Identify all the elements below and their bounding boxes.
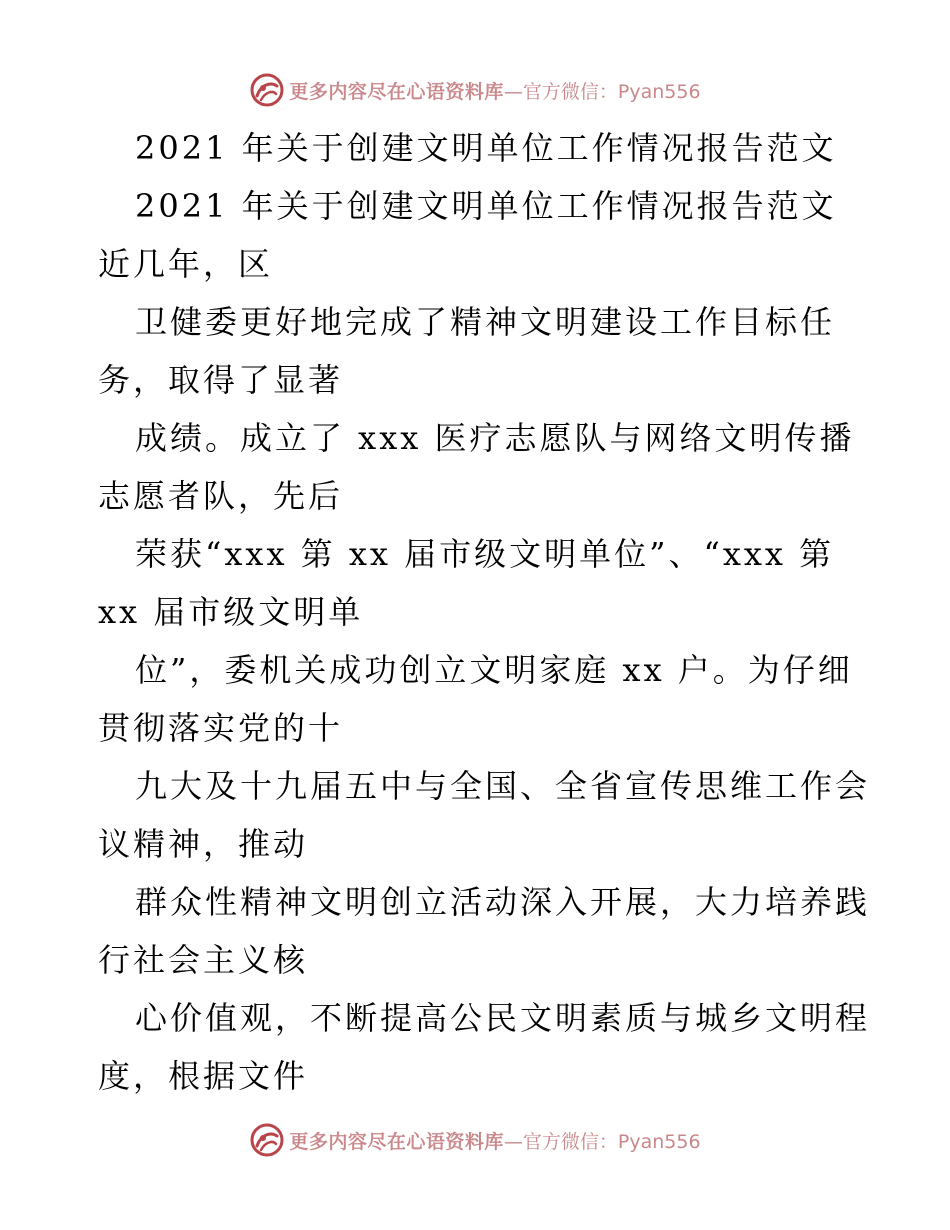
document-title: 2021 年关于创建文明单位工作情况报告范文 xyxy=(135,129,837,167)
watermark-main-text: 更多内容尽在心语资料库 xyxy=(289,1130,504,1153)
red-swirl-logo-icon xyxy=(249,1122,285,1158)
watermark-main-text: 更多内容尽在心语资料库 xyxy=(289,80,504,103)
document-line: xx 届市级文明单 xyxy=(98,593,364,631)
document-line: 议精神，推动 xyxy=(98,825,309,863)
watermark-contact-text: —官方微信：Pyan556 xyxy=(503,1130,701,1153)
document-line: 务，取得了显著 xyxy=(98,361,344,399)
document-line: 群众性精神文明创立活动深入开展，大力培养践 xyxy=(135,883,871,921)
document-line: 心价值观，不断提高公民文明素质与城乡文明程 xyxy=(135,999,871,1037)
footer-watermark xyxy=(0,1120,950,1160)
document-line: 2021 年关于创建文明单位工作情况报告范文 xyxy=(135,187,837,225)
document-line: 位”，委机关成功创立文明家庭 xx 户。为仔细 xyxy=(135,651,853,689)
document-line: 度，根据文件 xyxy=(98,1057,309,1095)
document-line: 成绩。成立了 xxx 医疗志愿队与网络文明传播 xyxy=(135,419,855,457)
document-line: 卫健委更好地完成了精神文明建设工作目标任 xyxy=(135,303,836,341)
document-line: 行社会主义核 xyxy=(98,941,309,979)
document-line: 志愿者队，先后 xyxy=(98,477,344,515)
red-swirl-logo-icon xyxy=(249,72,285,108)
document-line: 近几年，区 xyxy=(98,245,274,283)
document-line: 贯彻落实党的十 xyxy=(98,709,344,747)
document-line: 荣获“xxx 第 xx 届市级文明单位”、“xxx 第 xyxy=(135,535,835,573)
watermark-contact-text: —官方微信：Pyan556 xyxy=(503,80,701,103)
document-line: 九大及十九届五中与全国、全省宣传思维工作会 xyxy=(135,767,871,805)
header-watermark xyxy=(0,70,950,110)
